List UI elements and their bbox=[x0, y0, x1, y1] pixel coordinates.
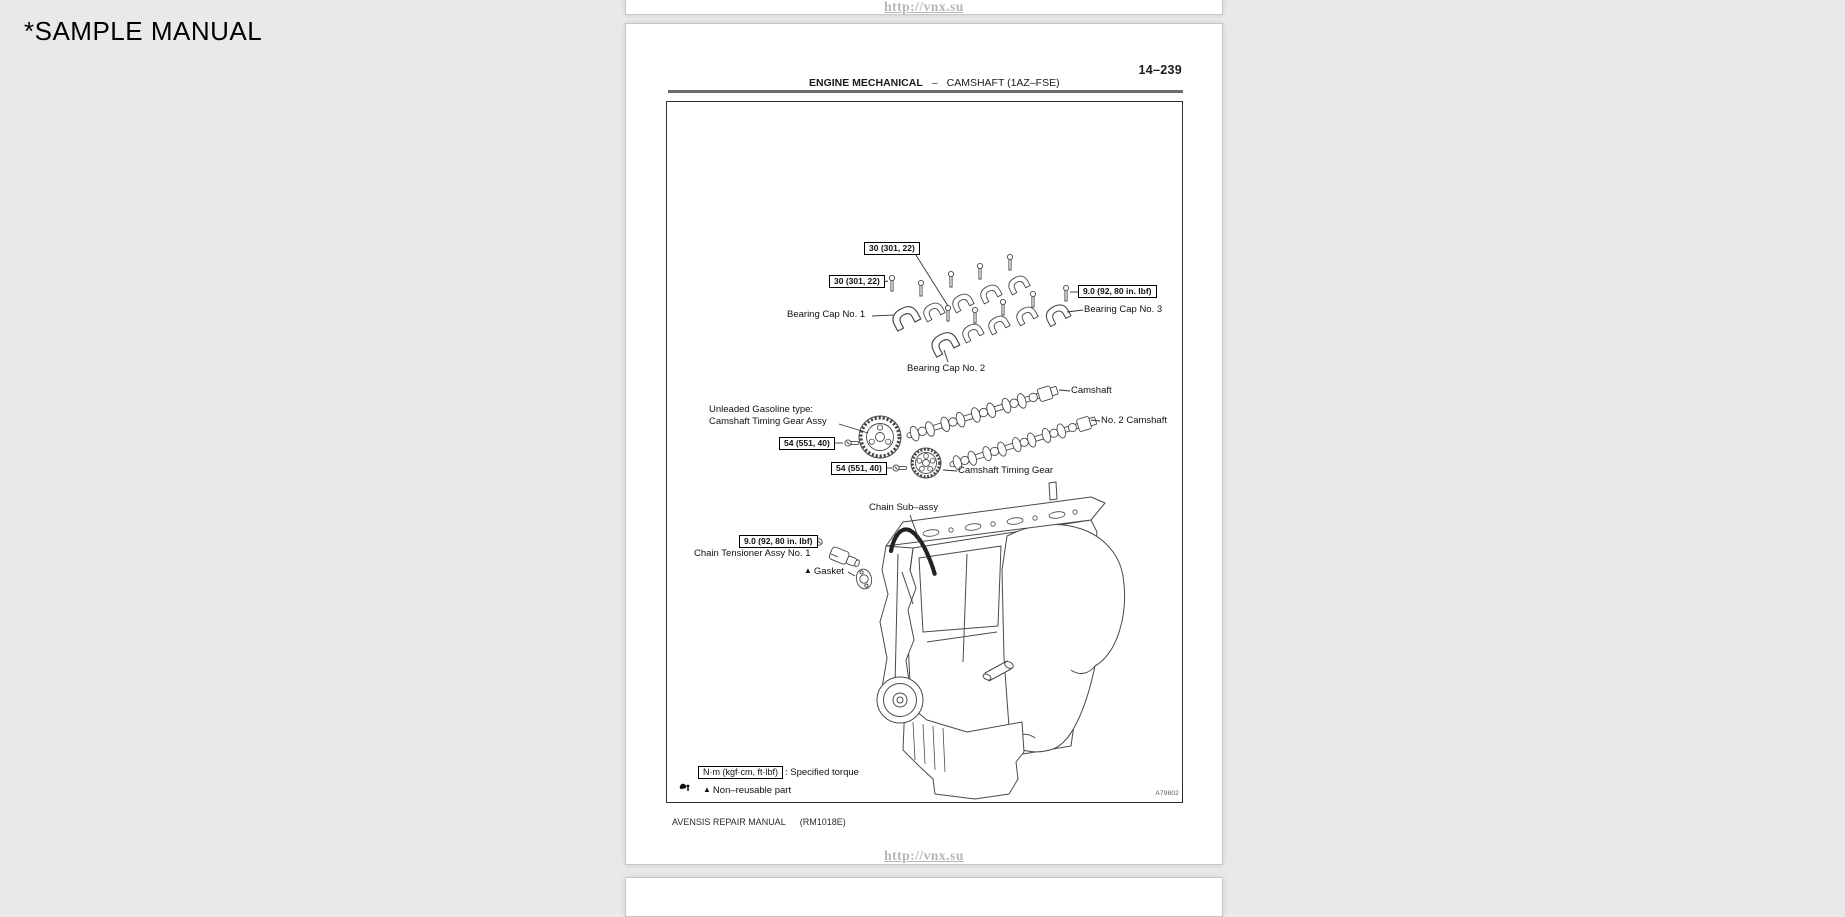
no2-camshaft-art bbox=[948, 414, 1098, 472]
part-label-gear-assy-line2: Camshaft Timing Gear Assy bbox=[709, 415, 827, 427]
part-label-camshaft: Camshaft bbox=[1071, 385, 1112, 396]
gear-assy-bolt-art bbox=[845, 440, 859, 446]
manual-page bbox=[625, 23, 1223, 865]
gasket-art bbox=[855, 568, 874, 591]
page-footer bbox=[672, 817, 846, 827]
part-label-no2-camshaft: No. 2 Camshaft bbox=[1101, 415, 1167, 426]
legend-torque-box: N·m (kgf·cm, ft·lbf) bbox=[698, 766, 783, 779]
timing-gear-assy-art bbox=[859, 416, 901, 458]
section-title: CAMSHAFT (1AZ–FSE) bbox=[946, 77, 1060, 89]
nonreusable-triangle-icon: ▲ bbox=[804, 566, 812, 575]
engine-block-art bbox=[877, 482, 1125, 799]
gear-bolt-art bbox=[893, 465, 907, 471]
legend-torque bbox=[698, 766, 859, 779]
bearing-caps-art bbox=[889, 273, 1071, 357]
part-label-chain-subassy: Chain Sub–assy bbox=[869, 502, 939, 513]
part-label-gear-assy bbox=[709, 404, 827, 428]
part-label-gasket bbox=[804, 566, 844, 578]
footer-manual-name: AVENSIS REPAIR MANUAL bbox=[672, 817, 786, 827]
legend-nonreusable bbox=[703, 785, 791, 796]
header-rule bbox=[668, 90, 1183, 93]
torque-label-tensioner-bolt: 9.0 (92, 80 in. lbf) bbox=[739, 535, 818, 548]
header-separator: – bbox=[931, 77, 938, 89]
engine-diagram-art bbox=[667, 102, 1182, 802]
part-label-bearing-cap-3: Bearing Cap No. 3 bbox=[1084, 304, 1163, 315]
page-number: 14–239 bbox=[1138, 63, 1182, 77]
legend-torque-desc: : Specified torque bbox=[785, 767, 859, 778]
previous-page-sliver bbox=[625, 0, 1223, 15]
part-label-chain-tensioner: Chain Tensioner Assy No. 1 bbox=[694, 548, 811, 559]
legend-nonreusable-desc: Non–reusable part bbox=[712, 785, 792, 796]
timing-gear-art bbox=[911, 448, 941, 478]
part-label-bearing-cap-2: Bearing Cap No. 2 bbox=[907, 363, 986, 374]
vnx-watermark-link-top[interactable]: http://vnx.su bbox=[884, 0, 964, 14]
camshaft-art bbox=[905, 383, 1060, 443]
figure-code: A79802 bbox=[1155, 790, 1179, 797]
torque-label-cap-bolt-small: 9.0 (92, 80 in. lbf) bbox=[1078, 285, 1157, 298]
sample-manual-watermark: *SAMPLE MANUAL bbox=[24, 16, 263, 46]
part-label-gear-assy-line1: Unleaded Gasoline type: bbox=[709, 404, 814, 415]
section-name: ENGINE MECHANICAL bbox=[809, 77, 923, 89]
torque-label-gear-bolt: 54 (551, 40) bbox=[831, 462, 887, 475]
part-label-bearing-cap-1: Bearing Cap No. 1 bbox=[787, 309, 866, 320]
part-label-timing-gear: Camshaft Timing Gear bbox=[958, 465, 1054, 476]
figure-frame bbox=[666, 101, 1183, 803]
section-header bbox=[809, 77, 1060, 89]
next-page-sliver bbox=[625, 877, 1223, 917]
torque-label-cap-bolt-b: 30 (301, 22) bbox=[829, 275, 885, 288]
legend-triangle-icon: ▲ bbox=[703, 785, 711, 794]
torque-label-cap-bolt-a: 30 (301, 22) bbox=[864, 242, 920, 255]
publisher-mark bbox=[680, 784, 690, 791]
footer-manual-code: (RM1018E) bbox=[799, 817, 846, 827]
vnx-watermark-link-bottom[interactable]: http://vnx.su bbox=[884, 848, 964, 863]
torque-label-gear-assy-bolt: 54 (551, 40) bbox=[779, 437, 835, 450]
part-label-gasket-text: Gasket bbox=[813, 566, 845, 577]
